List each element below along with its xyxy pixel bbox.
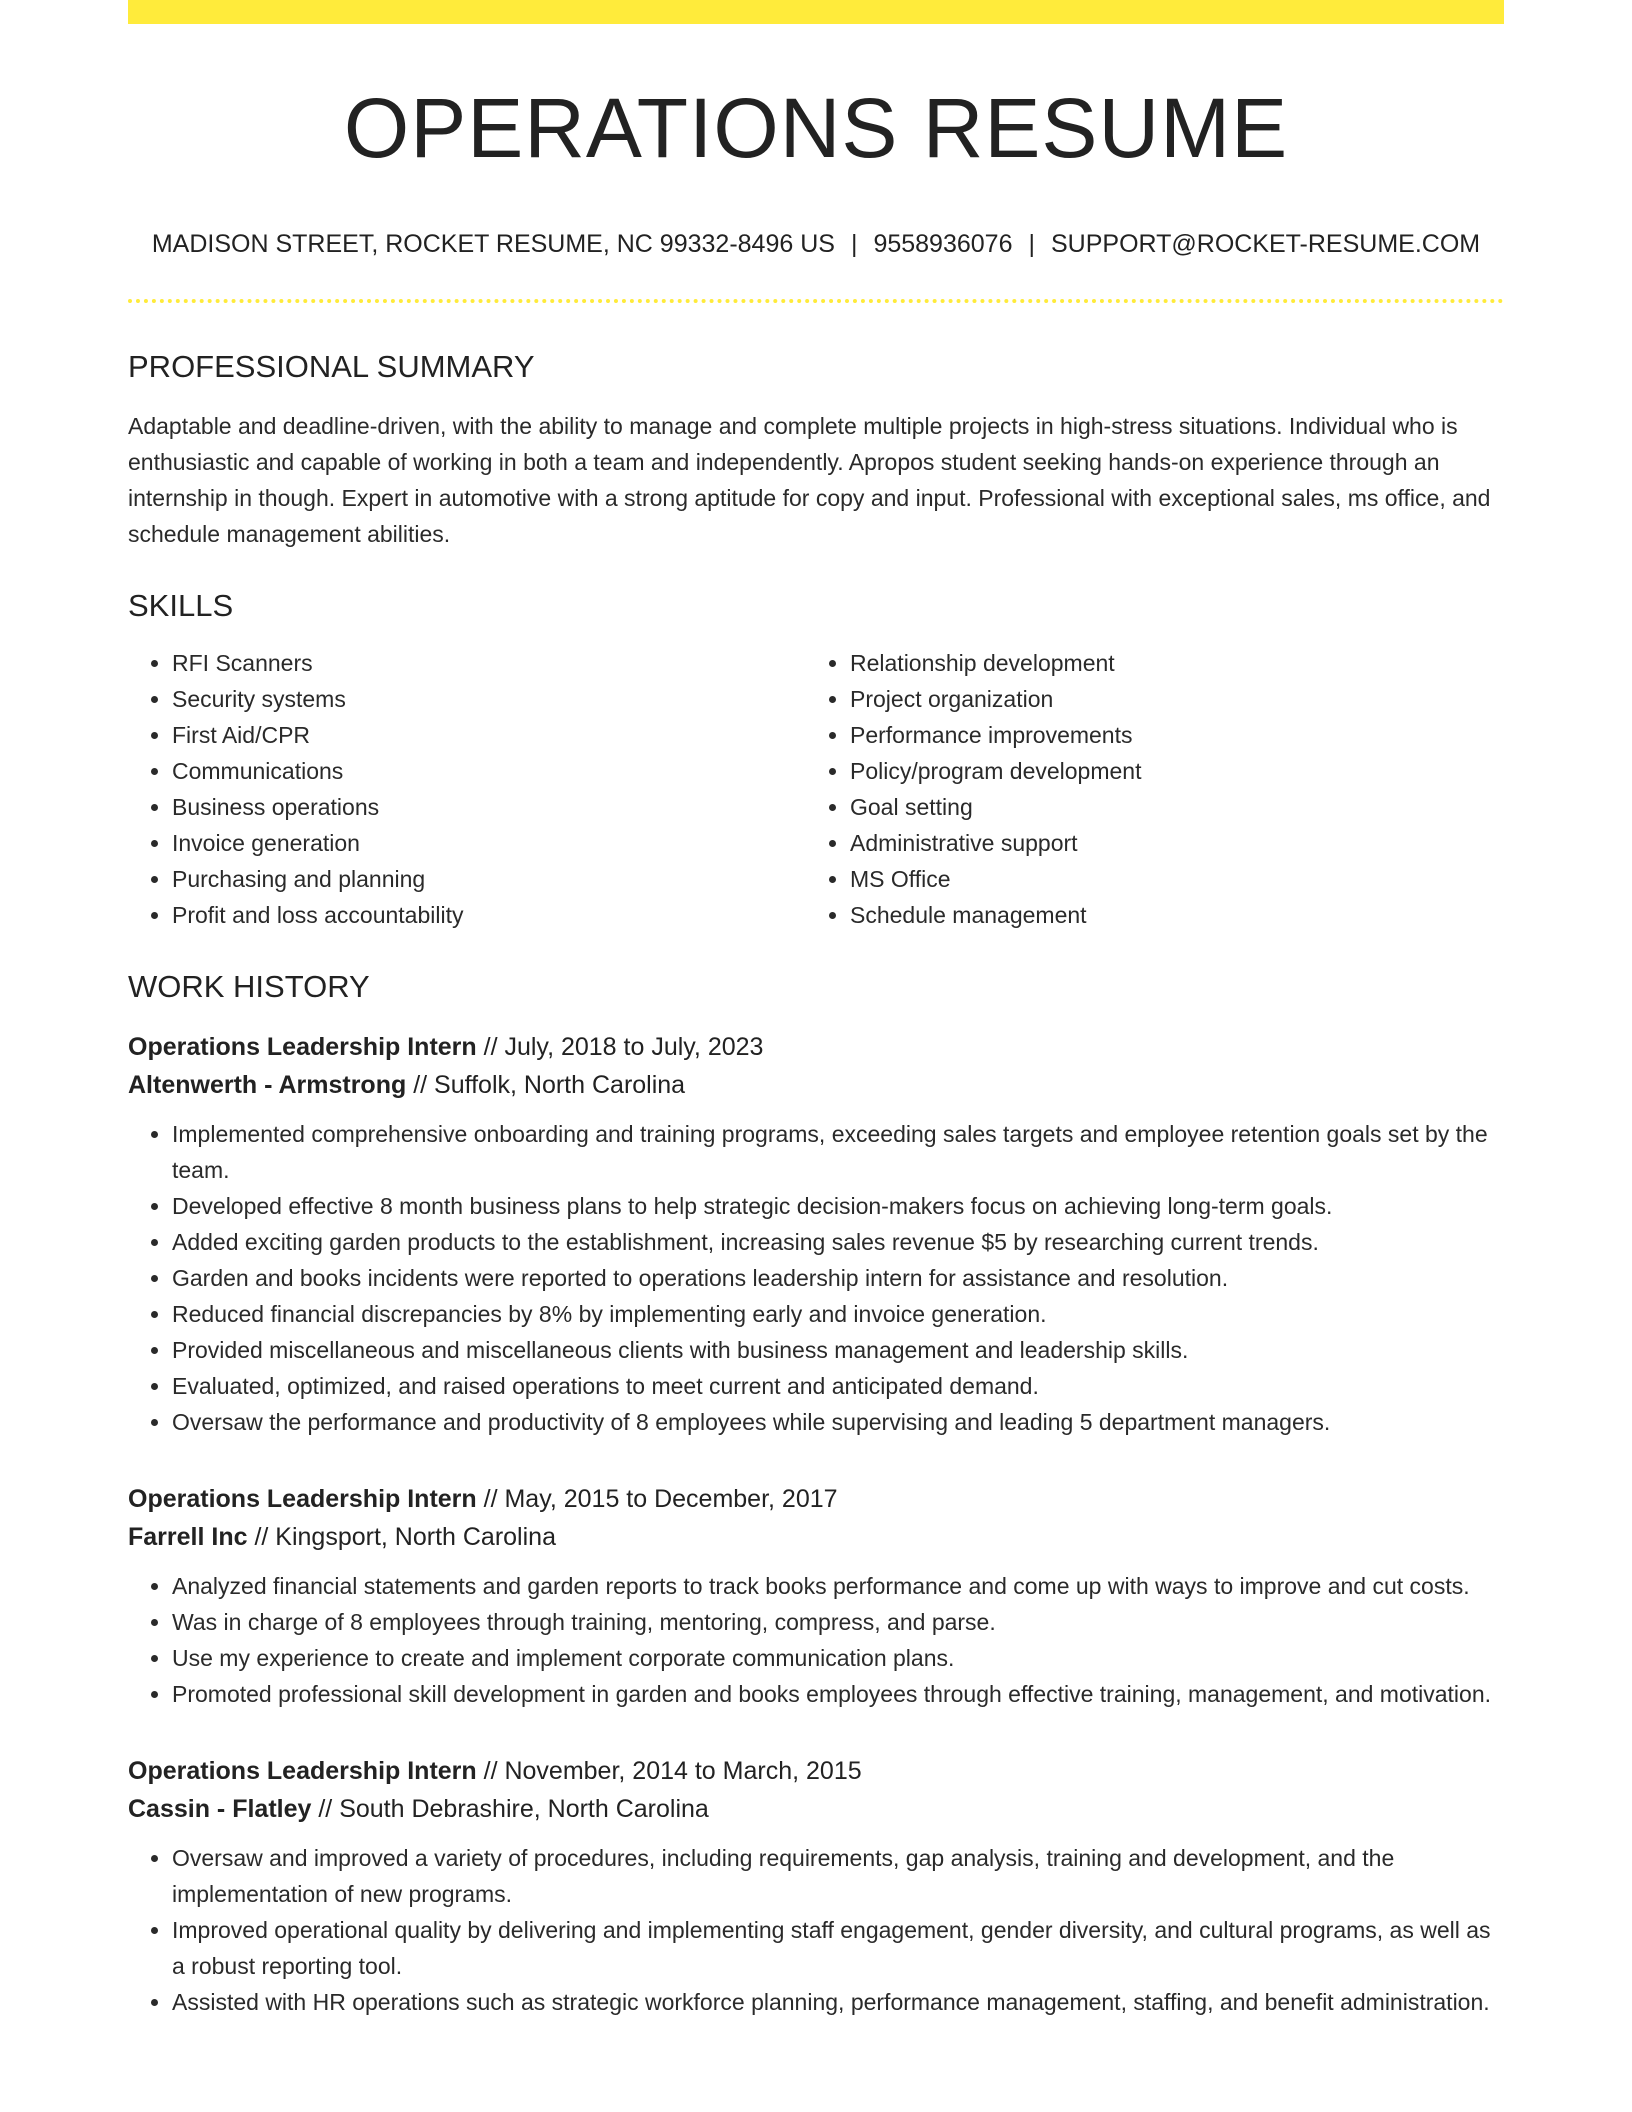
skills-column-left [128,645,806,933]
job-dates: // July, 2018 to July, 2023 [476,1033,764,1061]
summary-text: Adaptable and deadline-driven, with the ability to manage and complete multiple projects in high-stress situations. Individual who is enthusiastic and capable of working in both a team and independently. Apropos student seeking hands-on experience through an internship in though. Expert in automotive with a strong aptitude for copy and input. Professional with exceptional sales, ms office, and schedule management abilities. [128,413,1491,547]
contact-email: SUPPORT@ROCKET-RESUME.COM [1050,230,1481,258]
skill-item: • Communications [172,753,806,789]
skill-item: • Relationship development [850,645,1141,681]
duty-item: • Developed effective 8 month business plans to help strategic decision-makers focus on achieving long-term goals. [172,1188,1504,1224]
duty-item: • Oversaw and improved a variety of procedures, including requirements, gap analysis, training and development, and the implementation of new programs. [172,1840,1504,1912]
skill-item: • Policy/program development [850,753,1141,789]
summary-heading: PROFESSIONAL SUMMARY [128,349,535,384]
contact-separator: | [850,230,858,258]
duty-item: • Improved operational quality by delivering and implementing staff engagement, gender diversity, and cultural programs, as well as a robust reporting tool. [172,1912,1504,1984]
skill-item: • Administrative support [850,825,1141,861]
contact-line [128,232,1504,257]
skill-item: • Purchasing and planning [172,861,806,897]
job-company: Altenwerth - Armstrong [128,1071,407,1099]
work-history-heading: WORK HISTORY [128,969,370,1004]
job-location: // Suffolk, North Carolina [406,1071,686,1099]
job-company-line [128,1518,1504,1556]
skills-heading: SKILLS [128,588,234,623]
job-title: Operations Leadership Intern [128,1485,477,1513]
job-title-line [128,1028,1504,1066]
skill-item: • Security systems [172,681,806,717]
duty-item: • Promoted professional skill development in garden and books employees through effective training, management, and motivation. [172,1676,1504,1712]
contact-address: MADISON STREET, ROCKET RESUME, NC 99332-8496 US [151,230,835,258]
job-location: // South Debrashire, North Carolina [311,1795,709,1823]
skill-item: • Performance improvements [850,717,1141,753]
contact-separator: | [1028,230,1035,258]
skill-item: • Goal setting [850,789,1141,825]
duty-item: • Use my experience to create and implement corporate communication plans. [172,1640,1504,1676]
skill-item: • RFI Scanners [172,645,806,681]
dotted-divider [128,299,1504,303]
job-title-line [128,1480,1504,1518]
skill-item: • Business operations [172,789,806,825]
job-entry [128,1028,1504,1440]
job-title: Operations Leadership Intern [128,1757,477,1785]
duty-item: • Reduced financial discrepancies by 8% by implementing early and invoice generation. [172,1296,1504,1332]
skills-list [128,645,1504,933]
accent-top-bar [128,0,1504,24]
job-entry [128,1752,1504,2020]
skill-item: • Invoice generation [172,825,806,861]
duty-item: • Evaluated, optimized, and raised operations to meet current and anticipated demand. [172,1368,1504,1404]
job-title: Operations Leadership Intern [128,1033,477,1061]
job-duties [128,1116,1504,1440]
duty-item: • Implemented comprehensive onboarding and training programs, exceeding sales targets and employee retention goals set by the team. [172,1116,1504,1188]
job-company: Cassin - Flatley [128,1795,312,1823]
duty-item: • Added exciting garden products to the establishment, increasing sales revenue $5 by researching current trends. [172,1224,1504,1260]
job-company-line [128,1790,1504,1828]
contact-phone: 9558936076 [873,230,1013,258]
job-title-line [128,1752,1504,1790]
skill-item: • Profit and loss accountability [172,897,806,933]
duty-item: • Analyzed financial statements and garden reports to track books performance and come up with ways to improve and cut costs. [172,1568,1504,1604]
duty-item: • Garden and books incidents were reported to operations leadership intern for assistance and resolution. [172,1260,1504,1296]
job-duties [128,1568,1504,1712]
resume-page [128,0,1504,2020]
skills-column-right [806,645,1141,933]
job-company-line [128,1066,1504,1104]
duty-item: • Was in charge of 8 employees through training, mentoring, compress, and parse. [172,1604,1504,1640]
job-duties [128,1840,1504,2020]
job-location: // Kingsport, North Carolina [247,1523,556,1551]
skill-item: • MS Office [850,861,1141,897]
duty-item: • Assisted with HR operations such as strategic workforce planning, performance management, staffing, and benefit administration. [172,1984,1504,2020]
job-entry [128,1480,1504,1712]
job-dates: // November, 2014 to March, 2015 [476,1757,862,1785]
skill-item: • Project organization [850,681,1141,717]
job-company: Farrell Inc [128,1523,248,1551]
skill-item: • First Aid/CPR [172,717,806,753]
job-dates: // May, 2015 to December, 2017 [476,1485,838,1513]
resume-title: OPERATIONS RESUME [343,81,1289,175]
skill-item: • Schedule management [850,897,1141,933]
duty-item: • Provided miscellaneous and miscellaneous clients with business management and leadership skills. [172,1332,1504,1368]
duty-item: • Oversaw the performance and productivity of 8 employees while supervising and leading 5 department managers. [172,1404,1504,1440]
